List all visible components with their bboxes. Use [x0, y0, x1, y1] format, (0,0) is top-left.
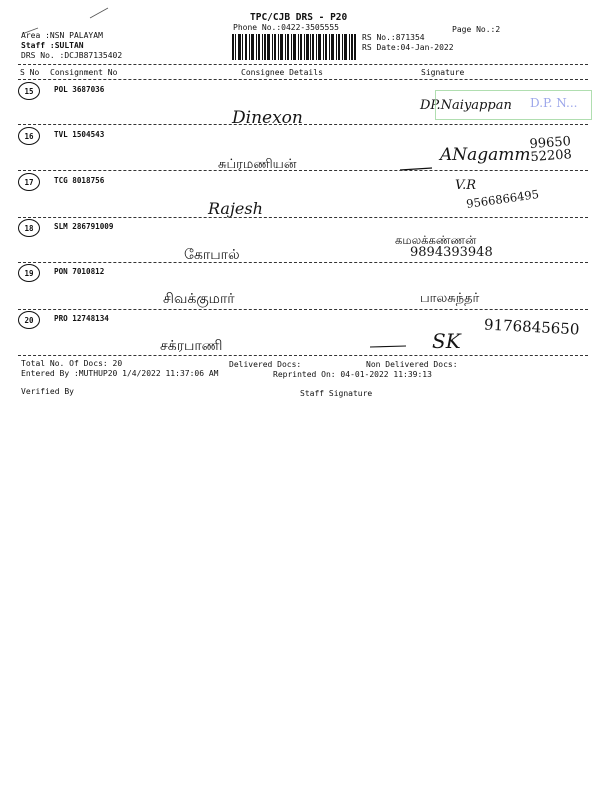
- pen-mark: [20, 6, 110, 36]
- consignee-handwriting: சுப்ரமணியன்: [218, 157, 297, 172]
- row-number: 20: [18, 311, 40, 329]
- phone-handwriting: 9566866495: [465, 186, 540, 212]
- row-divider: [18, 217, 588, 218]
- page-number: Page No.:2: [452, 25, 501, 34]
- reprinted-on: Reprinted On: 04-01-2022 11:39:13: [273, 370, 432, 379]
- row-number: 19: [18, 264, 40, 282]
- non-delivered-docs: Non Delivered Docs:: [366, 360, 458, 369]
- header-rule-top: [18, 64, 588, 65]
- consignee-handwriting: சிவக்குமார்: [163, 291, 235, 307]
- signature-handwriting: V.R: [455, 178, 477, 193]
- row-number: 16: [18, 127, 40, 145]
- column-signature: Signature: [421, 68, 465, 77]
- barcode-icon: [232, 34, 356, 60]
- column-sno: S No: [20, 68, 40, 77]
- row-number: 18: [18, 219, 40, 237]
- staff-signature: Staff Signature: [300, 389, 373, 398]
- row-divider: [18, 170, 588, 171]
- signature-handwriting: கமலக்கண்ணன்: [395, 233, 477, 247]
- stamp-box: [435, 90, 592, 120]
- consignment-number: POL 3687036: [54, 85, 105, 94]
- consignment-number: PRO 12748134: [54, 314, 109, 323]
- row-number: 17: [18, 173, 40, 191]
- consignment-number: PON 7010812: [54, 267, 105, 276]
- rs-date: RS Date:04-Jan-2022: [362, 43, 454, 52]
- consignee-handwriting: Dinexon: [232, 108, 303, 128]
- signature-handwriting: ANagamm: [440, 145, 531, 165]
- phone-handwriting: 9894393948: [410, 245, 493, 260]
- pen-mark: [368, 342, 408, 352]
- verified-by: Verified By: [21, 387, 74, 396]
- area-label: Area :NSN PALAYAM: [21, 31, 103, 40]
- rs-number: RS No.:871354: [362, 33, 425, 42]
- signature-handwriting: DP.Naiyappan: [420, 98, 512, 113]
- row-divider: [18, 124, 588, 125]
- signature-handwriting: SK: [432, 329, 461, 353]
- total-docs: Total No. Of Docs: 20: [21, 359, 123, 368]
- row-number: 15: [18, 82, 40, 100]
- row-divider: [18, 309, 588, 310]
- header-rule-bottom: [18, 79, 588, 80]
- phone-number: Phone No.:0422-3505555: [233, 23, 339, 32]
- consignee-handwriting: சக்ரபாணி: [160, 338, 223, 354]
- consignment-number: TCG 8018756: [54, 176, 105, 185]
- consignee-handwriting: Rajesh: [208, 199, 263, 218]
- staff-label: Staff :SULTAN: [21, 41, 84, 50]
- column-consignment: Consignment No: [50, 68, 118, 77]
- consignment-number: SLM 286791009: [54, 222, 114, 231]
- phone-handwriting: 99650 52208: [529, 134, 573, 166]
- document-title: TPC/CJB DRS - P20: [250, 12, 348, 23]
- column-consignee: Consignee Details: [241, 68, 323, 77]
- phone-handwriting: 9176845650: [483, 315, 580, 339]
- row-divider: [18, 355, 588, 356]
- drs-number: DRS No. :DCJB87135402: [21, 51, 123, 60]
- pen-mark: [398, 164, 434, 174]
- row-divider: [18, 262, 588, 263]
- consignee-handwriting: கோபால்: [184, 247, 240, 263]
- delivered-docs: Delivered Docs:: [229, 360, 302, 369]
- entered-by: Entered By :MUTHUP20 1/4/2022 11:37:06 AM: [21, 369, 219, 378]
- consignment-number: TVL 1504543: [54, 130, 105, 139]
- signature-handwriting: பாலசுந்தர்: [420, 291, 480, 306]
- stamp-text: D.P. N...: [530, 96, 578, 110]
